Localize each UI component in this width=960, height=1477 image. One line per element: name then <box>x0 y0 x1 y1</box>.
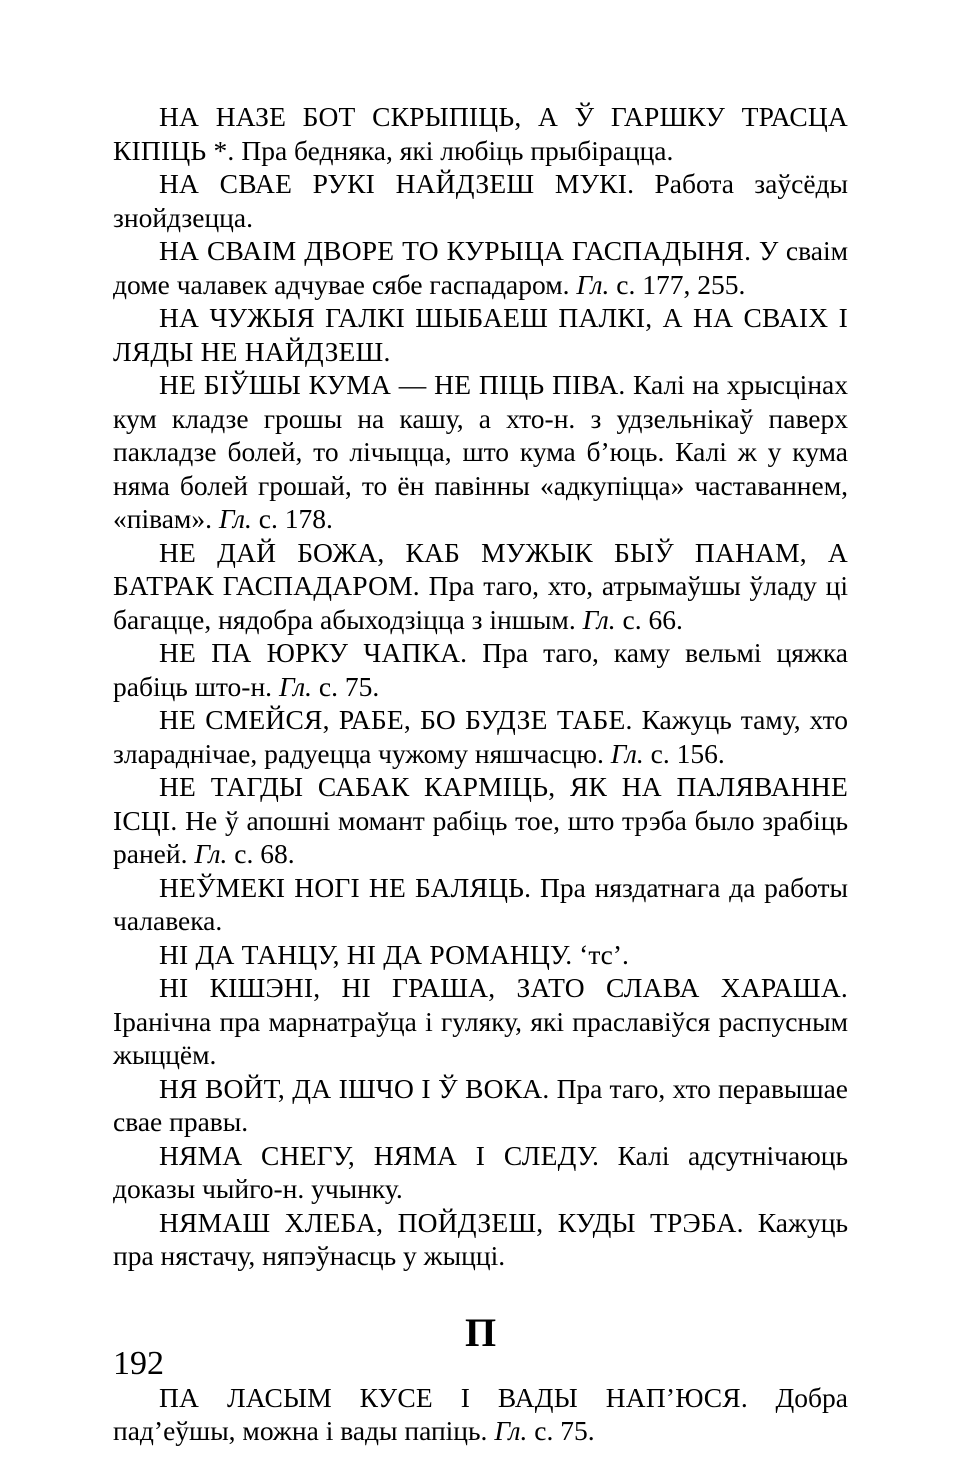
entry-reference: Гл. <box>576 268 610 300</box>
page-body <box>113 100 848 1448</box>
dictionary-entry <box>113 1381 848 1448</box>
dictionary-entry <box>113 536 848 637</box>
entry-headword: НЕ ДАЙ БОЖА, КАБ МУЖЫК БЫЎ ПАНАМ, А БАТРАК ГАСПАДАРОМ. <box>113 536 848 601</box>
entry-headword: НА НАЗЕ БОТ СКРЫПІЦЬ, А Ў ГАРШКУ ТРАСЦА КІПІЦЬ *. <box>113 101 848 166</box>
dictionary-entry <box>113 167 848 234</box>
entry-reference-pages: с. 178. <box>251 503 333 534</box>
entry-reference-pages: с. 75. <box>311 670 380 702</box>
entry-definition: Калі адсутнічаюць доказы чыйго-н. учынку. <box>113 1139 848 1204</box>
entry-definition: Не ў апошні момант рабіць тое, што трэба было зрабіць раней. <box>113 804 848 869</box>
entry-definition: Пра няздатнага да работы чалавека. <box>113 871 848 936</box>
entry-definition: ‘тс’. <box>572 938 629 970</box>
entry-headword: НІ КІШЭНІ, НІ ГРАША, ЗАТО СЛАВА ХАРАША. <box>159 972 848 1003</box>
dictionary-entry <box>113 871 848 938</box>
entry-definition: Добра пад’еўшы, можна і вады папіць. <box>113 1381 848 1446</box>
dictionary-entry <box>113 100 848 167</box>
dictionary-entry <box>113 1206 848 1273</box>
entry-headword: НЕ ПА ЮРКУ ЧАПКА. <box>159 637 468 668</box>
section-letter-heading: П <box>464 1309 497 1355</box>
entry-definition: Іранічна пра марнатраўца і гуляку, які праславіўся распусным жыццём. <box>113 1005 848 1070</box>
entry-definition: Кажуць пра нястачу, няпэўнасць у жыцці. <box>113 1206 848 1271</box>
entry-reference: Гл. <box>194 838 228 869</box>
entry-definition: Пра таго, хто, атрымаўшы ўладу ці багацце, нядобра абыходзіцца з іншым. <box>113 570 848 635</box>
dictionary-entry <box>113 938 848 972</box>
entry-headword: НІ ДА ТАНЦУ, НІ ДА РОМАНЦУ. <box>159 938 573 970</box>
entry-definition: Пра бедняка, які любіць прыбірацца. <box>234 134 674 166</box>
dictionary-entry <box>113 1139 848 1206</box>
entry-reference-pages: с. 156. <box>643 737 725 769</box>
entry-definition: Работа заўсёды знойдзецца. <box>113 168 848 233</box>
dictionary-entry <box>113 368 848 536</box>
dictionary-entry <box>113 770 848 871</box>
entry-headword: НА СВАІМ ДВОРЕ ТО КУРЫЦА ГАСПАДЫНЯ. <box>159 235 752 266</box>
entry-headword: НЕ БІЎШЫ КУМА — НЕ ПІЦЬ ПІВА. <box>159 369 626 400</box>
entry-headword: ПА ЛАСЫМ КУСЕ І ВАДЫ НАП’ЮСЯ. <box>159 1381 748 1413</box>
entry-reference-pages: с. 75. <box>527 1415 595 1446</box>
dictionary-entry <box>113 703 848 770</box>
entry-list-n <box>113 100 848 1273</box>
entry-headword: НЯМА СНЕГУ, НЯМА І СЛЕДУ. <box>159 1139 600 1171</box>
entry-headword: НЯМАШ ХЛЕБА, ПОЙДЗЕШ, КУДЫ ТРЭБА. <box>159 1206 744 1238</box>
dictionary-entry <box>113 636 848 703</box>
entry-headword: НЕ ТАГДЫ САБАК КАРМІЦЬ, ЯК НА ПАЛЯВАННЕ ІСЦІ. <box>113 771 848 836</box>
dictionary-entry <box>113 301 848 368</box>
dictionary-entry <box>113 971 848 1072</box>
entry-reference: Гл. <box>610 737 644 769</box>
entry-reference: Гл. <box>582 603 616 635</box>
entry-headword: НЕ СМЕЙСЯ, РАБЕ, БО БУДЗЕ ТАБЕ. <box>159 704 633 735</box>
entry-reference-pages: с. 177, 255. <box>609 268 746 300</box>
dictionary-entry <box>113 1072 848 1139</box>
entry-definition: Калі на хрысцінах кум кладзе грошы на кашу, а хто-н. з удзельнікаў паверх пакладзе болей, то лічыцца, што кума б’юць. Калі ж у кума няма болей грошай, то ён павінны «адкупіцца» частаваннем, «півам». <box>113 369 848 534</box>
entry-reference-pages: с. 66. <box>615 603 683 635</box>
entry-list-p <box>113 1381 848 1448</box>
entry-definition: Пра таго, хто перавышае свае правы. <box>113 1072 848 1137</box>
entry-reference: Гл. <box>278 670 312 702</box>
entry-reference: Гл. <box>494 1415 528 1446</box>
entry-reference-pages: с. 68. <box>227 838 295 869</box>
entry-definition: У сваім доме чалавек адчувае сябе гаспадаром. <box>113 235 848 300</box>
page-number: 192 <box>113 1345 164 1382</box>
entry-headword: НЕЎМЕКІ НОГІ НЕ БАЛЯЦЬ. <box>159 871 532 903</box>
entry-headword: НА ЧУЖЫЯ ГАЛКІ ШЫБАЕШ ПАЛКІ, А НА СВАІХ І ЛЯДЫ НЕ НАЙДЗЕШ. <box>113 302 848 367</box>
dictionary-entry <box>113 234 848 301</box>
entry-definition: Пра таго, каму вельмі цяжка рабіць што-н. <box>113 637 848 702</box>
entry-reference: Гл. <box>218 503 252 534</box>
entry-headword: НЯ ВОЙТ, ДА ІШЧО І Ў ВОКА. <box>159 1072 550 1104</box>
entry-definition: Кажуць таму, хто злараднічае, радуецца чужому няшчасцю. <box>113 704 849 769</box>
entry-headword: НА СВАЕ РУКІ НАЙДЗЕШ МУКІ. <box>159 168 635 199</box>
